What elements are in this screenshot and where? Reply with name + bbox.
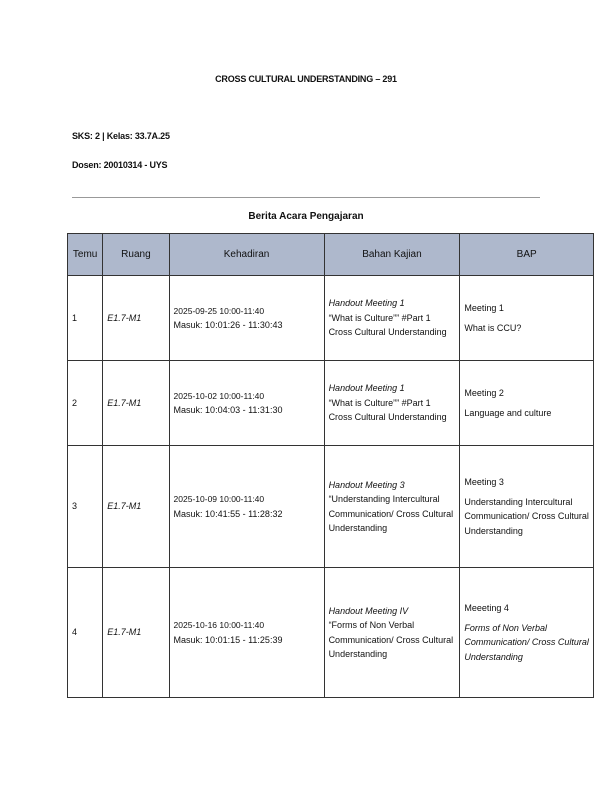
page-title: CROSS CULTURAL UNDERSTANDING – 291: [215, 74, 397, 84]
cell-bahan-kajian: [324, 446, 460, 568]
bap-meeting: Meeting 1: [464, 303, 504, 313]
bap-topic: Understanding Intercultural Communication/ Cross Cultural Understanding: [464, 496, 589, 536]
cell-temu: 1: [68, 276, 103, 361]
cell-temu: 4: [68, 568, 103, 698]
schedule-time: 2025-10-02 10:00-11:40: [173, 390, 265, 401]
header-bap: BAP: [460, 234, 594, 276]
handout-topic: “What is Culture”” #Part 1 Cross Cultural Understanding: [328, 397, 447, 423]
cell-kehadiran: [169, 361, 324, 446]
handout-title: Handout Meeting 1: [328, 298, 405, 309]
bap-meeting: Meeeting 4: [464, 603, 509, 613]
cell-bahan-kajian: [324, 361, 460, 446]
bap-topic: What is CCU?: [464, 322, 522, 333]
lecturer-line: Dosen: 20010314 - UYS: [72, 160, 168, 170]
header-bahan-kajian: Bahan Kajian: [324, 234, 460, 276]
handout-topic: “Forms of Non Verbal Communication/ Cross Cultural Understanding: [328, 620, 454, 659]
cell-ruang: E1.7-M1: [103, 568, 169, 698]
cell-bap: [460, 446, 594, 568]
bap-meeting: Meeting 2: [464, 388, 504, 398]
bap-meeting: Meeting 3: [464, 477, 504, 487]
header-ruang: Ruang: [103, 234, 169, 276]
schedule-time: 2025-10-16 10:00-11:40: [173, 620, 265, 630]
cell-ruang: E1.7-M1: [103, 446, 169, 568]
handout-topic: “Understanding Intercultural Communication/ Cross Cultural Understanding: [328, 494, 454, 533]
table-title: Berita Acara Pengajaran: [248, 211, 364, 222]
attendance-time: Masuk: 10:04:03 - 11:31:30: [173, 405, 283, 415]
cell-temu: 2: [68, 361, 103, 446]
cell-kehadiran: [169, 568, 324, 698]
table-row: [68, 568, 594, 698]
handout-title: Handout Meeting 3: [328, 479, 405, 490]
bap-topic: Language and culture: [464, 407, 552, 418]
handout-title: Handout Meeting IV: [328, 605, 409, 616]
header-temu: Temu: [68, 234, 103, 276]
cell-bahan-kajian: [324, 568, 460, 698]
bap-topic: Forms of Non Verbal Communication/ Cross Cultural Understanding: [464, 622, 589, 662]
cell-bap: [460, 276, 594, 361]
schedule-time: 2025-10-09 10:00-11:40: [173, 494, 265, 504]
teaching-report-table: [67, 233, 594, 698]
header-kehadiran: Kehadiran: [169, 234, 324, 276]
sks-class-line: SKS: 2 | Kelas: 33.7A.25: [72, 131, 170, 141]
cell-kehadiran: [169, 446, 324, 568]
handout-title: Handout Meeting 1: [328, 383, 405, 394]
cell-ruang: E1.7-M1: [103, 361, 169, 446]
attendance-time: Masuk: 10:41:55 - 11:28:32: [173, 508, 283, 519]
table-header-row: [68, 234, 594, 276]
divider: [72, 197, 540, 198]
cell-bap: [460, 361, 594, 446]
cell-bap: [460, 568, 594, 698]
cell-kehadiran: [169, 276, 324, 361]
attendance-time: Masuk: 10:01:15 - 11:25:39: [173, 634, 283, 645]
cell-ruang: E1.7-M1: [103, 276, 169, 361]
table-row: [68, 361, 594, 446]
table-row: [68, 446, 594, 568]
table-row: [68, 276, 594, 361]
attendance-time: Masuk: 10:01:26 - 11:30:43: [173, 320, 283, 330]
cell-temu: 3: [68, 446, 103, 568]
schedule-time: 2025-09-25 10:00-11:40: [173, 305, 265, 316]
handout-topic: “What is Culture”” #Part 1 Cross Cultural Understanding: [328, 312, 447, 338]
cell-bahan-kajian: [324, 276, 460, 361]
